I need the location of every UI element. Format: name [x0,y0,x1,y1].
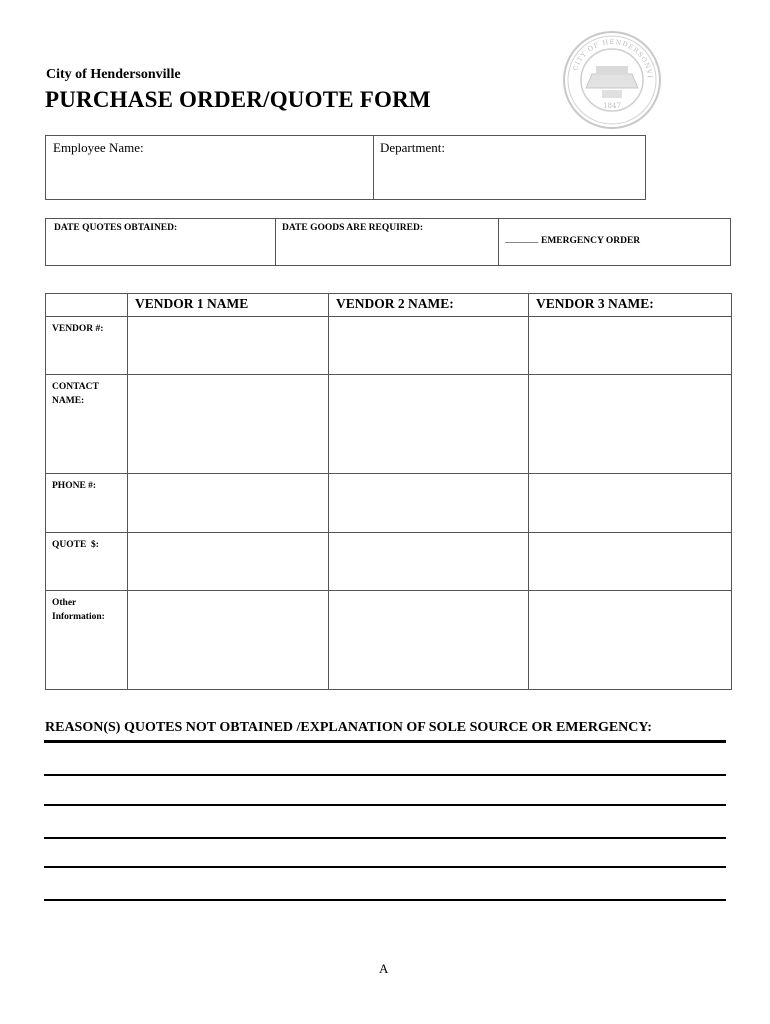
vendor-2-name-header: VENDOR 2 NAME: [329,294,529,317]
department-field[interactable] [374,136,645,199]
vendor-3-phone-field[interactable] [529,474,732,532]
page-label: A [379,961,389,976]
vendor-table [45,293,732,690]
vendor-3-contact-field[interactable] [529,375,732,474]
emergency-order-label: EMERGENCY ORDER [541,236,641,246]
reason-line-5[interactable] [44,899,726,901]
header-empty-cell [46,294,128,317]
date-quotes-obtained-label: DATE QUOTES OBTAINED: [54,223,178,233]
reason-line-1[interactable] [44,774,726,776]
table-row [46,590,732,689]
employee-name-label: Employee Name: [53,140,144,155]
vendor-2-other-field[interactable] [329,590,529,689]
vendor-2-quote-field[interactable] [329,532,529,590]
vendor-1-other-field[interactable] [128,590,329,689]
vendor-3-quote-field[interactable] [529,532,732,590]
reason-line-4[interactable] [44,866,726,868]
vendor-1-contact-field[interactable] [128,375,329,474]
city-name: City of Hendersonville [46,67,181,82]
row-label-vendor-number: VENDOR #: [46,317,128,375]
employee-name-field[interactable] [46,136,374,199]
reason-line-2[interactable] [44,804,726,806]
city-seal-logo [562,30,662,130]
date-goods-required-label: DATE GOODS ARE REQUIRED: [282,223,424,233]
svg-text:CITY OF HENDERSONVILLE: CITY OF HENDERSONVI [571,37,655,80]
form-title: PURCHASE ORDER/QUOTE FORM [45,87,431,112]
vendor-2-number-field[interactable] [329,317,529,375]
vendor-1-number-field[interactable] [128,317,329,375]
vendor-table-header-row [46,294,732,317]
table-row [46,317,732,375]
table-row [46,375,732,474]
row-label-contact-name: CONTACT NAME: [46,375,128,474]
department-label: Department: [380,140,445,155]
date-goods-required-field[interactable] [276,219,499,265]
emergency-order-blank[interactable]: _______ [505,235,539,245]
vendor-1-quote-field[interactable] [128,532,329,590]
vendor-3-number-field[interactable] [529,317,732,375]
reason-line-3[interactable] [44,837,726,839]
date-quotes-obtained-field[interactable] [46,219,276,265]
vendor-2-contact-field[interactable] [329,375,529,474]
row-label-other-information: Other Information: [46,590,128,689]
vendor-1-phone-field[interactable] [128,474,329,532]
emergency-order-field[interactable] [499,219,730,265]
table-row [46,532,732,590]
reason-heading: REASON(S) QUOTES NOT OBTAINED /EXPLANATION OF SOLE SOURCE OR EMERGENCY: [45,720,652,735]
svg-text:1847: 1847 [603,102,621,110]
dates-box [45,218,731,266]
vendor-3-other-field[interactable] [529,590,732,689]
row-label-phone: PHONE #: [46,474,128,532]
employee-department-box [45,135,646,200]
vendor-2-phone-field[interactable] [329,474,529,532]
row-label-quote: QUOTE $: [46,532,128,590]
vendor-1-name-header: VENDOR 1 NAME [128,294,329,317]
table-row [46,474,732,532]
reason-heading-underline [44,740,726,743]
vendor-3-name-header: VENDOR 3 NAME: [529,294,732,317]
